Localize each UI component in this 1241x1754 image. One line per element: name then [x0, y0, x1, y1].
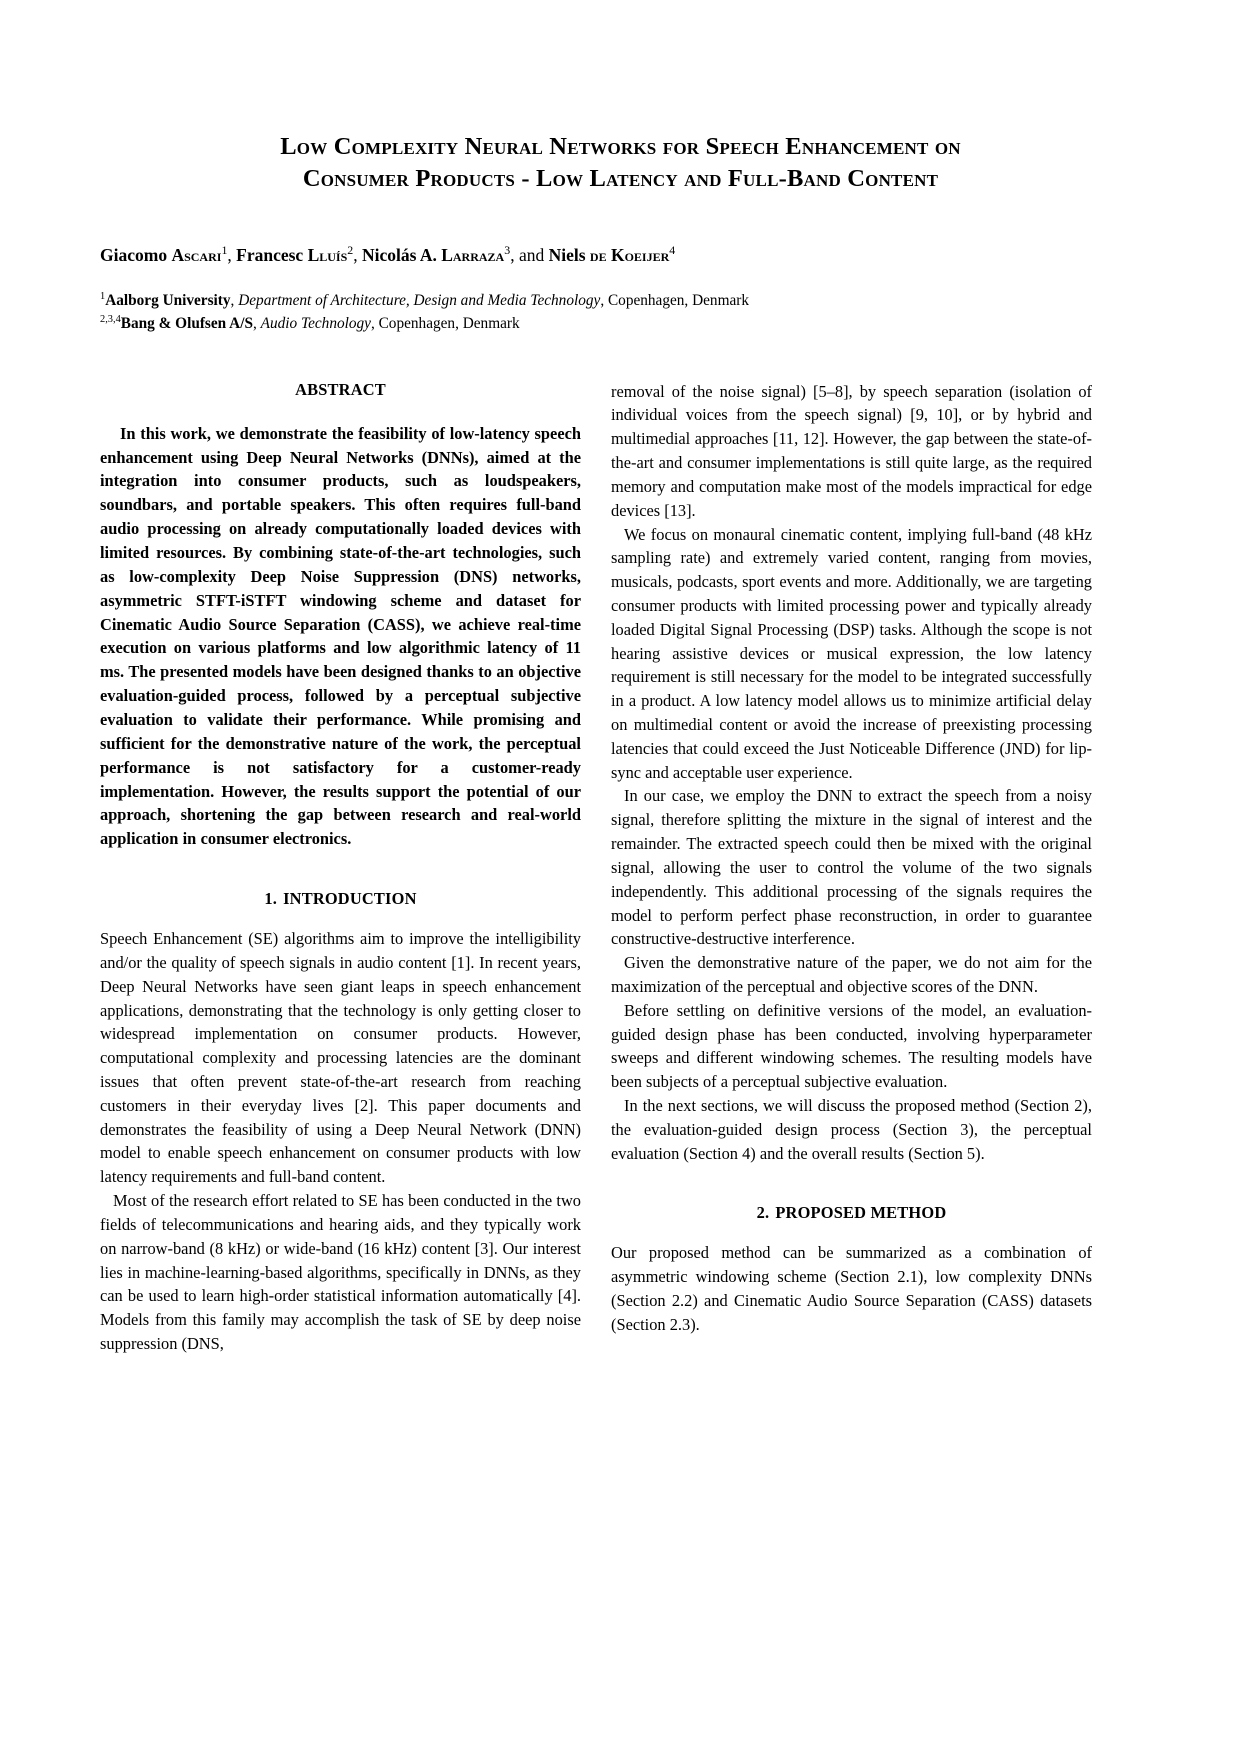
affiliation-1-comma-1: ,: [230, 292, 239, 310]
affiliation-1-marker: 1: [100, 291, 106, 303]
author-3-last: Larraza: [441, 244, 505, 265]
column-left: [100, 380, 581, 1356]
paragraph: In the next sections, we will discuss the proposed method (Section 2), the evaluation-guided design process (Section 3), the perceptual evaluation (Section 4) and the overall results (Section 5).: [611, 1096, 1092, 1163]
author-1-first: Giacomo: [100, 244, 168, 265]
affiliation-2-marker: 2,3,4: [100, 314, 121, 326]
paragraph: Before settling on definitive versions of the model, an evaluation-guided design phase has been conducted, involving hyperparameter sweeps and different windowing schemes. The resulting models have been subjects of a perceptual subjective evaluation.: [611, 1000, 1092, 1092]
abstract-heading: ABSTRACT: [295, 379, 386, 399]
paragraph: Most of the research effort related to SE has been conducted in the two fields of telecommunications and hearing aids, and they typically work on narrow-band (8 kHz) or wide-band (16 kHz) content [3]. Our interest lies in machine-learning-based algorithms, specifically in DNNs, as they can be used to learn high-order statistical information automatically [4]. Models from this family may accomplish the task of SE by deep noise suppression (DNS,: [100, 1191, 581, 1353]
affiliation-2-city: Copenhagen, Denmark: [378, 315, 520, 333]
section-heading-introduction: [100, 889, 581, 909]
affiliation-2-department: Audio Technology: [260, 315, 371, 333]
author-separator-2: ,: [353, 244, 362, 265]
author-list: [100, 243, 1141, 268]
title-line-2: Consumer Products - Low Latency and Full-Band Content: [302, 165, 939, 193]
abstract-text: In this work, we demonstrate the feasibility of low-latency speech enhancement using Deep Neural Networks (DNNs), aimed at the integration into consumer products, such as loudspeakers, soundbars, and portable speakers. This often requires full-band audio processing on already computationally loaded devices with limited resources. By combining state-of-the-art technologies, such as low-complexity Deep Noise Suppression (DNS) networks, asymmetric STFT-iSTFT windowing scheme and dataset for Cinematic Audio Source Separation (CASS), we achieve real-time execution on various platforms and low algorithmic latency of 11 ms. The presented models have been designed thanks to an objective evaluation-guided process, followed by a perceptual subjective evaluation to validate their performance. While promising and sufficient for the demonstrative nature of the work, the perceptual performance is not satisfactory for a customer-ready implementation. However, the results support the potential of our approach, shortening the gap between research and real-world application in consumer electronics.: [100, 423, 581, 849]
paragraph: Given the demonstrative nature of the paper, we do not aim for the maximization of the perceptual and objective scores of the DNN.: [611, 953, 1092, 996]
affiliation-1-city: Copenhagen, Denmark: [607, 292, 749, 310]
author-4-affiliation-marker: 4: [669, 242, 676, 257]
affiliation-2-organization: Bang & Olufsen A/S: [120, 315, 253, 333]
paragraph: In our case, we employ the DNN to extract the speech from a noisy signal, therefore splitting the mixture in the signal of interest and the remainder. The extracted speech could then be mixed with the original signal, allowing the user to control the volume of the two signals independently. This additional processing of the signals requires the model to perform perfect phase reconstruction, in order to guarantee constructive-destructive interference.: [611, 786, 1092, 949]
affiliation-2-comma-1: ,: [252, 315, 261, 333]
section-1-number: 1.: [264, 889, 278, 909]
affiliation-1-department: Department of Architecture, Design and Media Technology: [238, 292, 601, 310]
section-2-title: PROPOSED METHOD: [775, 1203, 947, 1223]
author-1-affiliation-marker: 1: [221, 242, 228, 257]
section-2-number: 2.: [756, 1203, 770, 1223]
column-right: [611, 380, 1092, 1337]
author-2-last: Lluís: [307, 244, 348, 265]
paragraph: Our proposed method can be summarized as a combination of asymmetric windowing scheme (Section 2.1), low complexity DNNs (Section 2.2) and Cinematic Audio Source Separation (CASS) datasets (Section 2.3).: [611, 1243, 1092, 1334]
author-separator-1: ,: [227, 244, 237, 265]
author-1-last: Ascari: [171, 244, 222, 265]
author-4-last: de Koeijer: [589, 244, 670, 265]
affiliation-1-comma-2: ,: [600, 292, 608, 310]
paragraph: removal of the noise signal) [5–8], by speech separation (isolation of individual voices from the speech signal) [9, 10], or by hybrid and multimedial approaches [11, 12]. However, the gap between the state-of-the-art and consumer implementations is still quite large, as the required memory and computation make most of the models impractical for edge devices [13].: [611, 381, 1092, 520]
body-columns: [100, 380, 1141, 1356]
affiliation-item: [100, 312, 1141, 335]
title-line-1: Low Complexity Neural Networks for Speech Enhancement on: [280, 133, 961, 160]
author-conjunction: , and: [510, 244, 549, 265]
paragraph: Speech Enhancement (SE) algorithms aim to improve the intelligibility and/or the quality of speech signals in audio content [1]. In recent years, Deep Neural Networks have seen giant leaps in speech enhancement applications, demonstrating that the technology is only getting closer to widespread implementation on consumer products. However, computational complexity and processing latencies are the dominant issues that often prevent state-of-the-art research from reaching customers in their everyday lives [2]. This paper documents and demonstrates the feasibility of using a Deep Neural Network (DNN) model to enable speech enhancement on consumer products with low latency requirements and full-band content.: [100, 929, 581, 1187]
section-1-title: INTRODUCTION: [283, 889, 417, 909]
author-2-first: Francesc: [236, 244, 304, 265]
section-heading-proposed-method: [611, 1203, 1092, 1223]
page-title: [118, 131, 1123, 196]
affiliation-2-comma-2: ,: [370, 315, 379, 333]
paragraph: We focus on monaural cinematic content, implying full-band (48 kHz sampling rate) and extremely varied content, ranging from movies, musicals, podcasts, sport events and more. Additionally, we are targeting consumer products with limited processing power and typically already loaded Digital Signal Processing (DSP) tasks. Although the scope is not hearing assistive devices or musical expression, the low latency requirement is still necessary for the model to be integrated successfully in a product. A low latency model allows us to minimize artificial delay on multimedial content or avoid the increase of preexisting processing latencies that could exceed the Just Noticeable Difference (JND) for lip-sync and acceptable user experience.: [611, 524, 1092, 782]
affiliation-item: [100, 289, 1141, 312]
author-3-first: Nicolás A.: [361, 244, 437, 265]
affiliation-1-organization: Aalborg University: [105, 292, 231, 310]
author-4-first: Niels: [548, 244, 586, 265]
affiliation-list: [100, 289, 1141, 336]
author-2-affiliation-marker: 2: [347, 242, 354, 257]
author-3-affiliation-marker: 3: [504, 242, 511, 257]
